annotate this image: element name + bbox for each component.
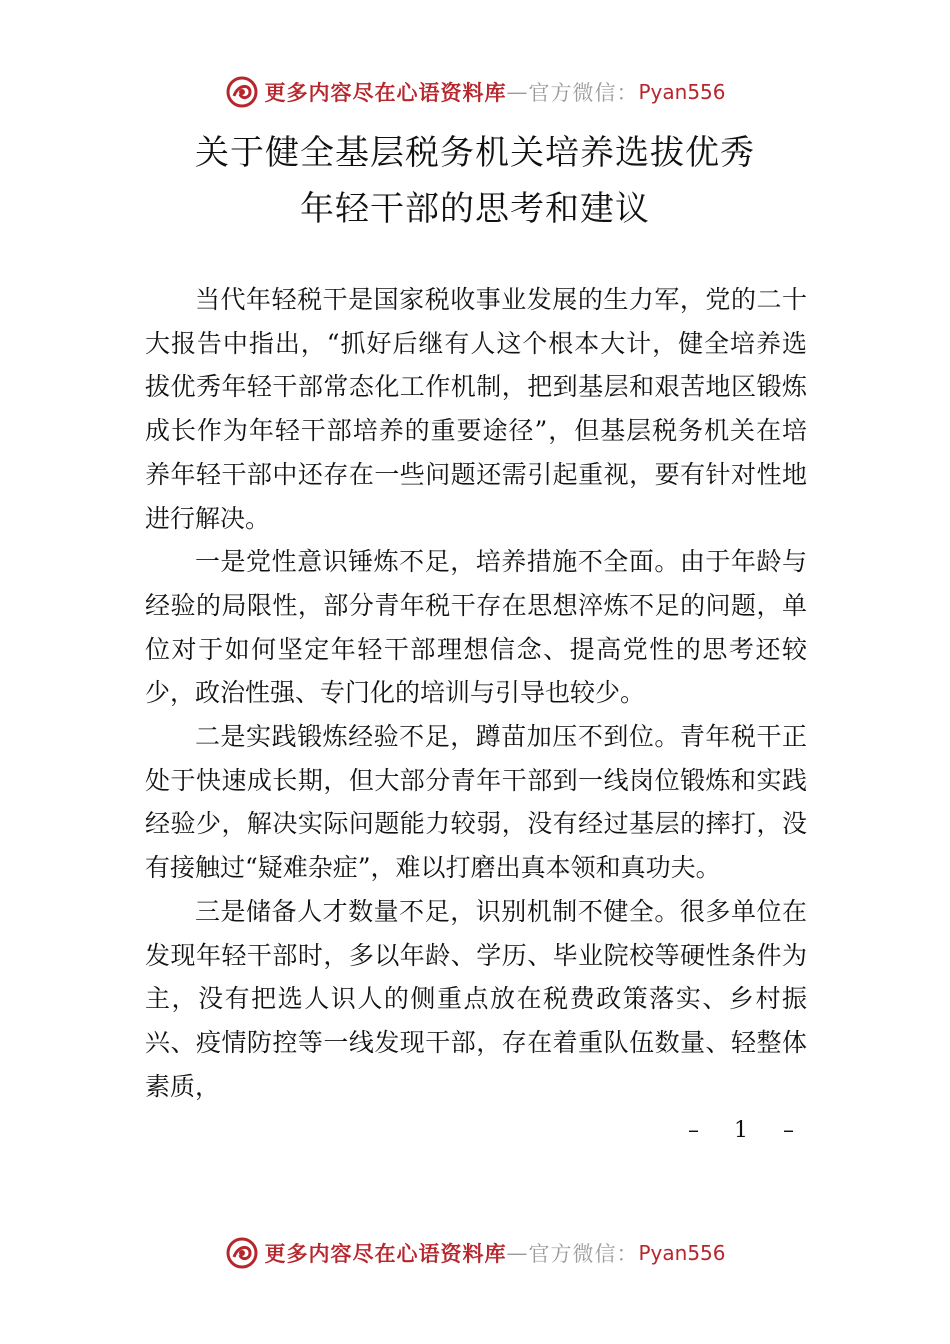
watermark-wechat-id: Pyan556 bbox=[638, 80, 726, 104]
watermark-header bbox=[0, 74, 950, 110]
document-body bbox=[145, 278, 807, 1108]
watermark-wechat-id: Pyan556 bbox=[638, 1241, 726, 1265]
page-number: – 1 – bbox=[688, 1118, 808, 1143]
paragraph: 当代年轻税干是国家税收事业发展的生力军，党的二十大报告中指出，“抓好后继有人这个根本大计，健全培养选拔优秀年轻干部常态化工作机制，把到基层和艰苦地区锻炼成长作为年轻干部培养的重要途径”，但基层税务机关在培养年轻干部中还存在一些问题还需引起重视，要有针对性地进行解决。 bbox=[145, 285, 807, 533]
document-title-line2: 年轻干部的思考和建议 bbox=[300, 189, 650, 229]
paragraph: 三是储备人才数量不足，识别机制不健全。很多单位在发现年轻干部时，多以年龄、学历、毕业院校等硬性条件为主，没有把选人识人的侧重点放在税费政策落实、乡村振兴、疫情防控等一线发现干部，存在着重队伍数量、轻整体素质， bbox=[145, 896, 807, 1101]
watermark-brand: 更多内容尽在心语资料库 bbox=[264, 80, 507, 105]
paragraph: 一是党性意识锤炼不足，培养措施不全面。由于年龄与经验的局限性，部分青年税干存在思想淬炼不足的问题，单位对于如何坚定年轻干部理想信念、提高党性的思考还较少，政治性强、专门化的培训与引导也较少。 bbox=[145, 547, 807, 708]
watermark-separator: — bbox=[506, 1241, 529, 1265]
swirl-logo-icon bbox=[224, 1235, 260, 1271]
swirl-logo-icon bbox=[224, 74, 260, 110]
watermark-separator: — bbox=[506, 80, 529, 104]
watermark-label: 官方微信： bbox=[528, 81, 639, 105]
watermark-brand: 更多内容尽在心语资料库 bbox=[264, 1241, 507, 1266]
watermark-label: 官方微信： bbox=[528, 1242, 639, 1266]
document-title-line1: 关于健全基层税务机关培养选拔优秀 bbox=[195, 133, 755, 173]
paragraph: 二是实践锻炼经验不足，蹲苗加压不到位。青年税干正处于快速成长期，但大部分青年干部到一线岗位锻炼和实践经验少，解决实际问题能力较弱，没有经过基层的摔打，没有接触过“疑难杂症”，难以打磨出真本领和真功夫。 bbox=[145, 722, 807, 883]
watermark-footer bbox=[0, 1235, 950, 1271]
